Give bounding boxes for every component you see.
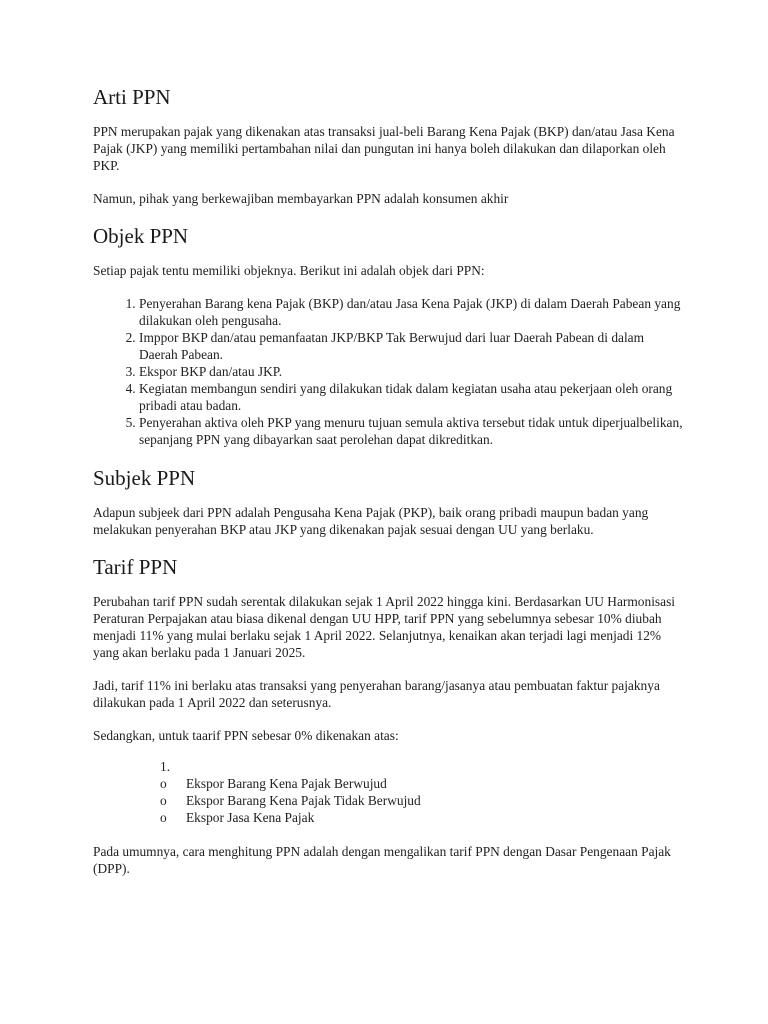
bullet-marker: o — [160, 793, 167, 808]
list-item: 3. Ekspor BKP dan/atau JKP. — [139, 363, 683, 380]
paragraph-tarif-4: Pada umumnya, cara menghitung PPN adalah dengan mengalikan tarif PPN dengan Dasar Pengenaan Pajak (DPP). — [93, 844, 671, 876]
heading-objek-ppn: Objek PPN — [93, 224, 189, 248]
list-item: 1. Penyerahan Barang kena Pajak (BKP) dan/atau Jasa Kena Pajak (JKP) di dalam Daerah Pabean yang dilakukan oleh pengusaha. — [139, 295, 683, 329]
paragraph-arti-1: PPN merupakan pajak yang dikenakan atas transaksi jual-beli Barang Kena Pajak (BKP) dan/atau Jasa Kena Pajak (JKP) yang memiliki pertambahan nilai dan pungutan ini hanya boleh dilakukan dan dilaporkan oleh PKP. — [93, 124, 675, 173]
list-number-row — [160, 758, 683, 775]
list-number-marker: 1. — [160, 759, 171, 774]
paragraph-subjek-1: Adapun subjeek dari PPN adalah Pengusaha Kena Pajak (PKP), baik orang pribadi maupun badan yang melakukan penyerahan BKP atau JKP yang dikenakan pajak sesuai dengan UU yang berlaku. — [93, 505, 649, 537]
list-item: 5. Penyerahan aktiva oleh PKP yang menuru tujuan semula aktiva tersebut tidak untuk diperjualbelikan, sepanjang PPN yang dibayarkan saat perolehan dapat dikreditkan. — [139, 414, 683, 448]
list-item: 4. Kegiatan membangun sendiri yang dilakukan tidak dalam kegiatan usaha atau pekerjaan oleh orang pribadi atau badan. — [139, 380, 683, 414]
list-item: 2. Imppor BKP dan/atau pemanfaatan JKP/BKP Tak Berwujud dari luar Daerah Pabean di dalam Daerah Pabean. — [139, 329, 683, 363]
paragraph-tarif-1: Perubahan tarif PPN sudah serentak dilakukan sejak 1 April 2022 hingga kini. Berdasarkan UU Harmonisasi Peraturan Perpajakan atau biasa dikenal dengan UU HPP, tarif PPN yang sebelumnya sebesar 10% diubah menjadi 11% yang mulai berlaku sejak 1 April 2022. Selanjutnya, kenaikan akan terjadi lagi menjadi 12% yang akan berlaku pada 1 Januari 2025. — [93, 594, 675, 660]
heading-tarif-ppn: Tarif PPN — [93, 555, 178, 579]
list-item — [160, 775, 683, 792]
bullet-marker: o — [160, 810, 167, 825]
paragraph-arti-2: Namun, pihak yang berkewajiban membayarkan PPN adalah konsumen akhir — [93, 191, 509, 206]
paragraph-objek-intro: Setiap pajak tentu memiliki objeknya. Berikut ini adalah objek dari PPN: — [93, 263, 485, 278]
list-item-text: Ekspor Barang Kena Pajak Berwujud — [186, 776, 387, 791]
list-item-text: Ekspor Jasa Kena Pajak — [186, 810, 315, 825]
list-item-text: Ekspor Barang Kena Pajak Tidak Berwujud — [186, 793, 421, 808]
list-item — [160, 792, 683, 809]
heading-arti-ppn: Arti PPN — [93, 85, 171, 109]
list-item — [160, 809, 683, 826]
heading-subjek-ppn: Subjek PPN — [93, 466, 196, 490]
document-page — [93, 84, 683, 893]
paragraph-tarif-2: Jadi, tarif 11% ini berlaku atas transaksi yang penyerahan barang/jasanya atau pembuatan faktur pajaknya dilakukan pada 1 April 2022 dan seterusnya. — [93, 678, 660, 710]
objek-list — [93, 295, 683, 448]
bullet-marker: o — [160, 776, 167, 791]
zero-rate-list — [93, 758, 683, 826]
paragraph-tarif-3: Sedangkan, untuk taarif PPN sebesar 0% dikenakan atas: — [93, 728, 399, 743]
